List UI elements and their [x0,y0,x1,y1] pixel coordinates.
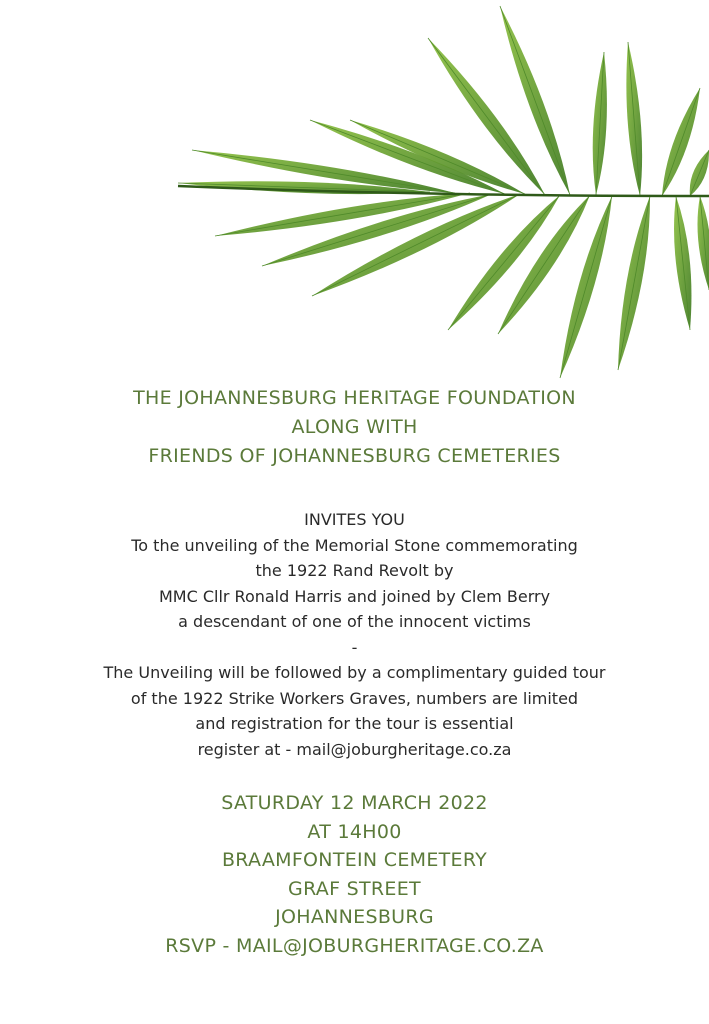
heading-line: THE JOHANNESBURG HERITAGE FOUNDATION [133,387,576,409]
invitation-line: of the 1922 Strike Workers Graves, numbers are limited [130,688,579,708]
invitation-line: MMC Cllr Ronald Harris and joined by Clem Berry [158,586,551,606]
invitation-line: To the unveiling of the Memorial Stone commemorating [131,535,578,555]
leaflet-vein [690,150,709,196]
organizer-heading [0,384,709,471]
leaflet-vein [618,196,650,370]
rsvp-line: RSVP - MAIL@JOBURGHERITAGE.CO.ZA [165,934,544,957]
heading-line: ALONG WITH [291,416,418,438]
palm-leaf-icon [160,0,709,390]
event-street: GRAF STREET [288,877,421,900]
invitation-line: INVITES YOU [304,510,405,529]
event-time: AT 14H00 [307,820,402,843]
invitation-line: and registration for the tour is essential [195,714,514,733]
invitation-line: The Unveiling will be followed by a complimentary guided tour [103,663,606,682]
heading-line: FRIENDS OF JOHANNESBURG CEMETERIES [148,445,561,467]
leaflet-vein [500,6,570,195]
separator-dash: - [351,637,358,657]
event-details [0,789,709,960]
invitation-line: a descendant of one of the innocent victims [178,612,531,631]
register-email-line: register at - mail@joburgheritage.co.za [197,739,512,759]
invitation-body [0,507,709,762]
event-venue: BRAAMFONTEIN CEMETERY [221,849,488,871]
invitation-line: the 1922 Rand Revolt by [255,561,454,580]
event-city: JOHANNESBURG [275,906,434,928]
event-date: SATURDAY 12 MARCH 2022 [221,792,488,814]
leaflets [178,6,709,378]
